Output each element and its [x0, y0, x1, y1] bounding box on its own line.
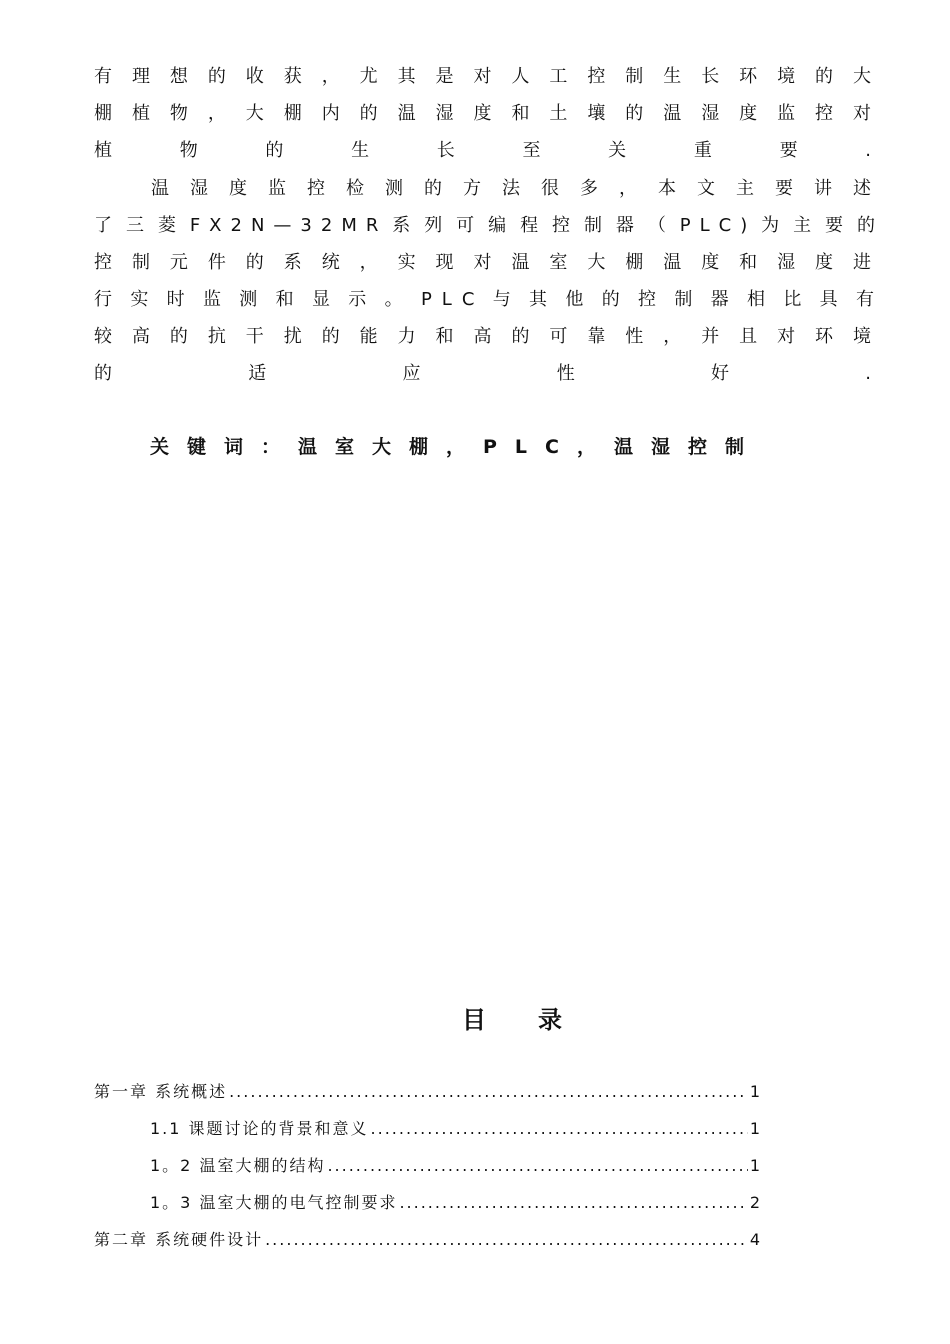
toc-entry-chapter-2[interactable]: [94, 1228, 760, 1252]
toc-leader-dots: [371, 1117, 748, 1141]
text-line: 棚植物，大棚内的温湿度和土壤的温湿度监控对: [94, 103, 884, 124]
text-line: 的适应性好.: [94, 363, 884, 384]
text-line: 行实时监测和显示。PLC与其他的控制器相比具有: [94, 289, 884, 310]
toc-entry-page: 1: [749, 1156, 760, 1175]
text-line: 较高的抗干扰的能力和高的可靠性，并且对环境: [94, 326, 884, 347]
toc-entry-label: 第二章 系统硬件设计: [94, 1230, 264, 1249]
toc-entry-1-3[interactable]: [150, 1191, 760, 1215]
toc-entry-label: 1。3 温室大棚的电气控制要求: [150, 1193, 398, 1212]
toc-title: 目录: [462, 1006, 614, 1034]
abstract-paragraph-2: [94, 170, 884, 392]
toc-leader-dots: [265, 1228, 748, 1252]
text-line: 了三菱FX2N—32MR系列可编程控制器（PLC)为主要的: [94, 215, 884, 236]
toc-entry-page: 1: [749, 1082, 760, 1101]
toc-entry-page: 2: [749, 1193, 760, 1212]
keywords-line: 关键词：温室大棚，PLC，温湿控制: [150, 436, 762, 458]
toc-leader-dots: [399, 1191, 747, 1215]
toc-entry-1-2[interactable]: [150, 1154, 760, 1178]
abstract-paragraph-1: [94, 58, 884, 169]
toc-entry-chapter-1[interactable]: [94, 1080, 760, 1104]
toc-entry-label: 1。2 温室大棚的结构: [150, 1156, 326, 1175]
toc-entry-page: 1: [749, 1119, 760, 1138]
toc-entry-label: 1.1 课题讨论的背景和意义: [150, 1119, 369, 1138]
toc-entry-label: 第一章 系统概述: [94, 1082, 228, 1101]
text-line: 植物的生长至关重要.: [94, 140, 884, 161]
toc-leader-dots: [229, 1080, 748, 1104]
text-line: 控制元件的系统，实现对温室大棚温度和湿度进: [94, 252, 884, 273]
text-line: 有理想的收获，尤其是对人工控制生长环境的大: [94, 66, 884, 87]
toc-entry-page: 4: [749, 1230, 760, 1249]
toc-entry-1-1[interactable]: [150, 1117, 760, 1141]
toc-leader-dots: [327, 1154, 747, 1178]
text-line: 温湿度监控检测的方法很多，本文主要讲述: [151, 178, 884, 199]
